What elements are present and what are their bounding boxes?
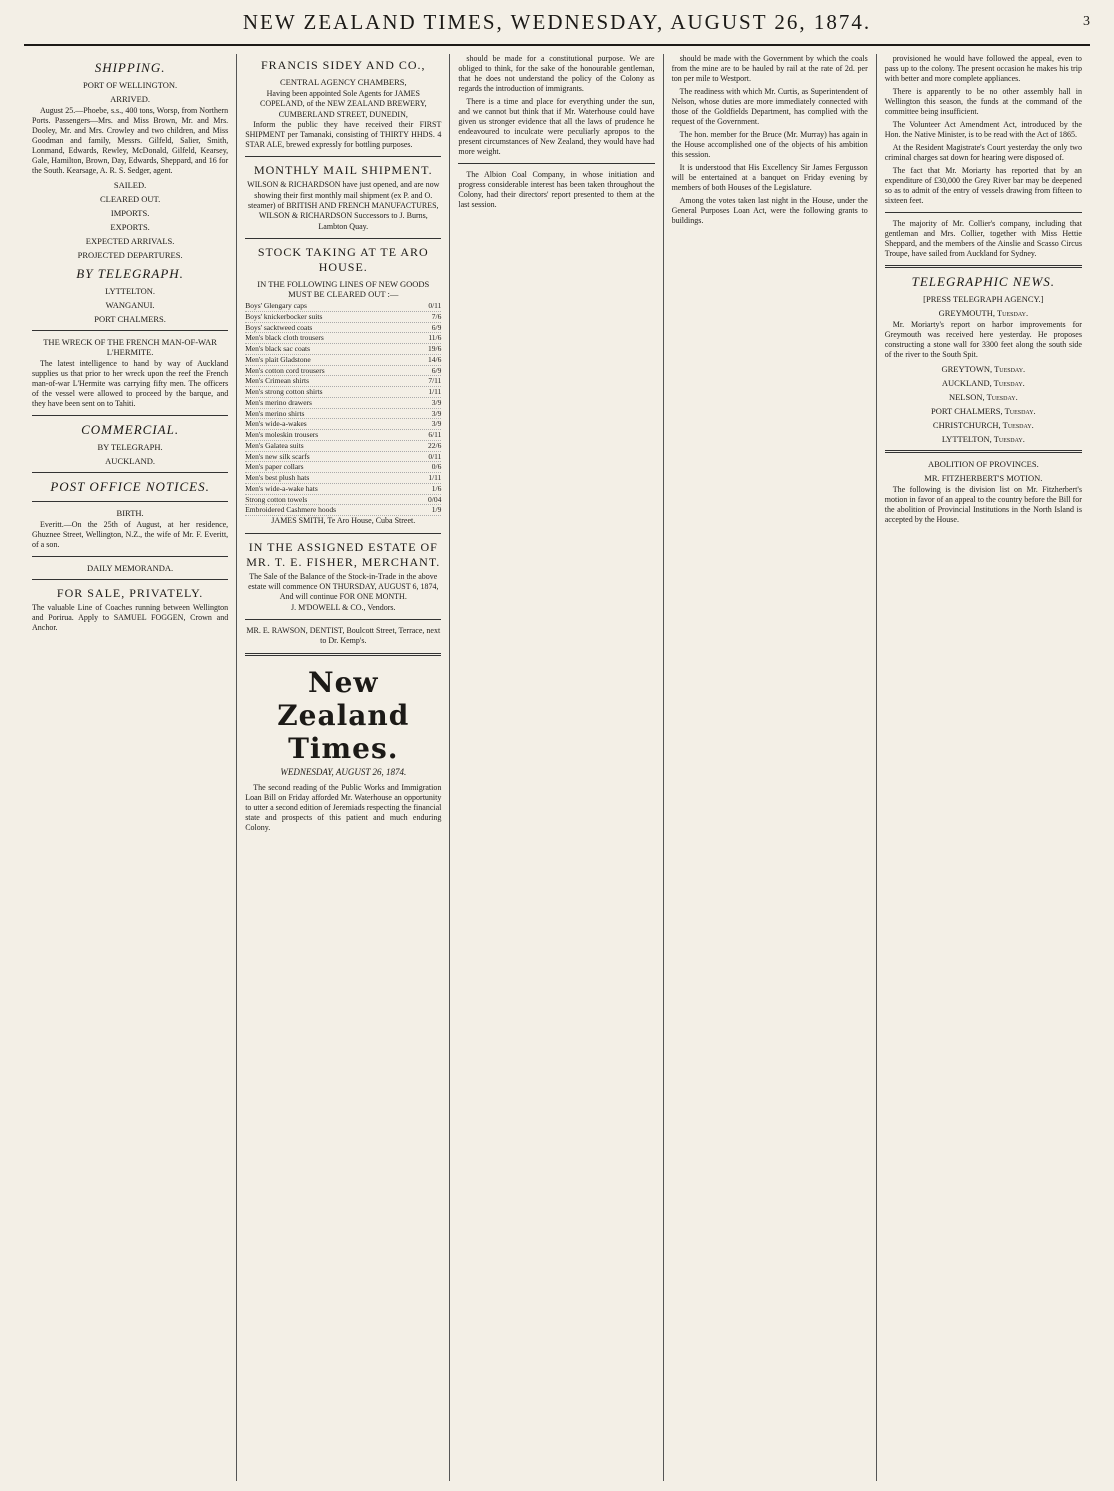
goods-item-price: 1/6 [431, 483, 442, 493]
goods-item-name: Men's black cloth trousers [245, 333, 324, 343]
column-shipping [24, 54, 237, 1481]
goods-item [245, 419, 441, 430]
page-number: 3 [1083, 14, 1090, 29]
telegraph-place: LYTTELTON. [105, 286, 156, 296]
goods-item [245, 376, 441, 387]
dateline-place: GREYMOUTH, Tuesday. [938, 308, 1029, 318]
goods-item-price: 11/6 [428, 333, 442, 343]
column-editorial [450, 54, 663, 1481]
goods-item-price: 7/6 [431, 311, 442, 321]
goods-item [245, 301, 441, 312]
goods-item-name: Men's black sac coats [245, 344, 311, 354]
page-columns [24, 54, 1090, 1481]
goods-item-price: 19/6 [428, 344, 442, 354]
goods-item-price: 0/11 [428, 451, 442, 461]
telegraph-heading: BY TELEGRAPH. [76, 266, 184, 281]
goods-item-price: 1/11 [428, 473, 442, 483]
goods-item-name: Men's wide-a-wakes [245, 419, 307, 429]
goods-item-price: 0/04 [428, 494, 442, 504]
wilson-body: WILSON & RICHARDSON have just opened, and are now showing their first monthly mail shipment (ex P. and O. steamer) of BRITISH AND FRENCH MANUFACTURES, [247, 180, 440, 210]
goods-item-name: Embroidered Cashmere hoods [245, 505, 336, 515]
dateline-place: CHRISTCHURCH, Tuesday. [932, 420, 1034, 430]
sidey-subheading: CENTRAL AGENCY CHAMBERS, [279, 77, 407, 87]
sidey-heading: FRANCIS SIDEY AND CO., [260, 58, 426, 72]
daily-memoranda-heading: DAILY MEMORANDA. [86, 563, 174, 573]
stock-signature: JAMES SMITH, Te Aro House, Cuba Street. [271, 516, 416, 526]
goods-item-price: 22/6 [428, 440, 442, 450]
goods-item-price: 1/9 [431, 505, 442, 515]
goods-list [245, 301, 441, 516]
shipping-heading: SHIPPING. [94, 60, 166, 75]
goods-item-price: 6/9 [431, 322, 442, 332]
port-line: PORT OF WELLINGTON. [83, 80, 178, 90]
goods-item-price: 3/9 [431, 408, 442, 418]
goods-item-name: Men's wide-a-wake hats [245, 483, 318, 493]
goods-item-name: Boys' sacktweed coats [245, 322, 313, 332]
goods-item-name: Men's merino drawers [245, 397, 312, 407]
sailed-heading: SAILED. [113, 180, 147, 190]
news-para-5: Among the votes taken last night in the House, under the General Purposes Loan Act, were the following grants to buildings. [671, 196, 868, 225]
goods-item-price: 0/11 [428, 301, 442, 311]
goods-item-name: Men's moleskin trousers [245, 430, 319, 440]
telegraph-place: PORT CHALMERS. [94, 314, 166, 324]
commercial-place: AUCKLAND. [105, 456, 155, 466]
goods-item [245, 333, 441, 344]
stock-taking-heading: STOCK TAKING AT TE ARO HOUSE. [257, 245, 429, 275]
news-para-4: It is understood that His Excellency Sir James Fergusson will be entertained at a banquet on Friday evening by members of both Houses of the Legislature. [671, 163, 868, 192]
wreck-paragraph: The latest intelligence to hand by way of Auckland supplies us that prior to her wreck upon the reef the French man-of-war L'Hermite was carrying fifty men. The officers of the vessel were allowed to proceed by the barque, and they have been sent on to Tahiti. [32, 359, 229, 408]
goods-item [245, 398, 441, 409]
birth-paragraph: Everitt.—On the 25th of August, at her residence, Ghuznee Street, Wellington, N.Z., the wife of Mr. F. Everitt, of a son. [32, 520, 229, 549]
projected-heading: PROJECTED DEPARTURES. [77, 250, 183, 260]
goods-item-name: Men's plait Gladstone [245, 354, 311, 364]
sidey-body: Having been appointed Sole Agents for JAMES COPELAND, of the NEW ZEALAND BREWERY, CUMBERLAND STREET, DUNEDIN, [259, 89, 427, 119]
newspaper-title: NEW ZEALAND TIMES, WEDNESDAY, AUGUST 26, 1874. [242, 10, 872, 34]
goods-item-price: 1/11 [428, 387, 442, 397]
news-para-2: The readiness with which Mr. Curtis, as Superintendent of Nelson, whose duties are more immediately connected with those of the Goldfields Department, has complied with the request of the Government. [671, 87, 868, 126]
goods-item-name: Men's cotton cord trousers [245, 365, 325, 375]
goods-item-name: Men's Galatea suits [245, 440, 304, 450]
press-agency-line: [PRESS TELEGRAPH AGENCY.] [923, 294, 1044, 304]
goods-item-price: 14/6 [428, 354, 442, 364]
goods-item-price: 3/9 [431, 397, 442, 407]
abolition-heading: ABOLITION OF PROVINCES. [927, 459, 1039, 469]
goods-item [245, 441, 441, 452]
birth-heading: BIRTH. [116, 508, 144, 518]
news2-para-5: The fact that Mr. Moriarty has reported that by an expenditure of £30,000 the Grey River bar may be deepened so as to admit of the entry of vessels drawing from fifteen to sixteen feet. [884, 166, 1082, 205]
commercial-subheading: BY TELEGRAPH. [97, 442, 163, 452]
news-para-1: should be made with the Government by which the coals from the mine are to be hauled by rail at the rate of 2d. per ton per mile to Westport. [671, 54, 868, 83]
estate-body: The Sale of the Balance of the Stock-in-Trade in the above estate will commence ON THURSDAY, AUGUST 6, 1874, And will continue FOR ONE MONTH. [248, 571, 439, 602]
column-news [664, 54, 877, 1481]
dateline-place: PORT CHALMERS, Tuesday. [931, 406, 1036, 416]
goods-item [245, 462, 441, 473]
news2-para-3: The Volunteer Act Amendment Act, introduced by the Hon. the Native Minister, is to be read with the Act of 1865. [884, 120, 1082, 139]
goods-item-name: Men's new silk scarfs [245, 451, 310, 461]
goods-item [245, 355, 441, 366]
goods-item-price: 3/9 [431, 419, 442, 429]
dateline-place: AUCKLAND, Tuesday. [941, 378, 1025, 388]
cleared-heading: CLEARED OUT. [99, 194, 161, 204]
abolition-subheading: MR. FITZHERBERT'S MOTION. [924, 473, 1043, 483]
telegraph-paragraph: Mr. Moriarty's report on harbor improvements for Greymouth was received here yesterday. He proposes constructing a stone wall for 3300 feet along the south side of the river to the South Spit. [884, 320, 1082, 359]
estate-signature: J. M'DOWELL & CO., Vendors. [291, 602, 396, 612]
editorial-dateline: WEDNESDAY, AUGUST 26, 1874. [280, 766, 407, 777]
masthead [24, 6, 1090, 46]
sidey-body-2: Inform the public they have received their FIRST SHIPMENT per Tamanaki, consisting of THIRTY HHDS. 4 STAR ALE, brewed expressly for bottling purposes. [245, 120, 442, 150]
goods-item [245, 430, 441, 441]
news2-para-2: There is apparently to be no other assembly hall in Wellington this season, the funds at the command of the committee being insufficient. [884, 87, 1082, 116]
exports-heading: EXPORTS. [110, 222, 150, 232]
nameplate: New Zealand Times. [277, 665, 410, 765]
goods-item-price: 6/11 [428, 430, 442, 440]
dateline-place: NELSON, Tuesday. [948, 392, 1018, 402]
goods-item [245, 409, 441, 420]
telegraph-place: WANGANUI. [105, 300, 155, 310]
goods-item [245, 452, 441, 463]
imports-heading: IMPORTS. [110, 208, 150, 218]
goods-item [245, 344, 441, 355]
editorial-paragraph: The second reading of the Public Works and Immigration Loan Bill on Friday afforded Mr. Waterhouse an opportunity to utter a second edition of Jeremiads respecting the financial state and prospects of this patient and much enduring Colony. [245, 782, 442, 832]
for-sale-paragraph: The valuable Line of Coaches running between Wellington and Porirua. Apply to SAMUEL FOGGEN, Crown and Anchor. [32, 603, 229, 632]
goods-item [245, 323, 441, 334]
goods-item [245, 387, 441, 398]
dentist-ad: MR. E. RAWSON, DENTIST, Boulcott Street, Terrace, next to Dr. Kemp's. [246, 626, 441, 646]
editorial-para-2: There is a time and place for everything under the sun, and we cannot but think that if Mr. Waterhouse could have given us stronger evidence that all the laws of prudence he endeavoured to inculcate were peculiarly apropos to the present circumstances of New Zealand, they would have had more weight. [458, 97, 655, 156]
collier-paragraph: The majority of Mr. Collier's company, including that gentleman and Mrs. Collier, together with Miss Hettie Sheppard, and the members of the Ainslie and Scasso Circus Troupe, have sailed from Auckland for Sydney. [884, 219, 1082, 258]
goods-item [245, 366, 441, 377]
goods-item-name: Boys' Glengary caps [245, 301, 307, 311]
post-office-heading: POST OFFICE NOTICES. [50, 479, 210, 494]
abolition-paragraph: The following is the division list on Mr. Fitzherbert's motion in favor of an appeal to the country before the Bill for the abolition of Provincial Institutions in the North Island is accepted by the House. [884, 485, 1082, 524]
editorial-para-3: The Albion Coal Company, in whose initiation and progress considerable interest has been taken throughout the Colony, had their directors' report presented to them at the last session. [458, 170, 655, 209]
arrived-heading: ARRIVED. [110, 94, 151, 104]
goods-item [245, 495, 441, 506]
arrived-paragraph: August 25.—Phoebe, s.s., 400 tons, Worsp, from Northern Ports. Passengers—Mrs. and Miss Brown, Mr. and Mrs. Dooley, Mr. and Mrs. Crowley and two children, and Miss Goodman and family, Messrs. Gilfeld, Salier, Smith, Lonmand, Edwards, Rewley, McDonald, Gilfeld, Kearsey, Gale, Hamilton, Brown, Day, Edwards, Sheppard, and 16 for the South. Kearsage, A. R. S. Sedger, agent. [32, 106, 229, 175]
commercial-heading: COMMERCIAL. [81, 422, 180, 437]
column-advertisements [237, 54, 450, 1481]
stock-taking-subheading: IN THE FOLLOWING LINES OF NEW GOODS MUST BE CLEARED OUT :— [257, 279, 430, 300]
goods-item-name: Men's merino shirts [245, 408, 305, 418]
dateline-place: LYTTELTON, Tuesday. [941, 434, 1025, 444]
for-sale-heading: FOR SALE, PRIVATELY. [56, 586, 204, 600]
news2-para-4: At the Resident Magistrate's Court yesterday the only two criminal charges sat down for hearing were disposed of. [884, 143, 1082, 162]
goods-item-name: Men's strong cotton shirts [245, 387, 323, 397]
goods-item-name: Men's best plush hats [245, 473, 310, 483]
goods-item [245, 484, 441, 495]
dateline-place: GREYTOWN, Tuesday. [941, 364, 1026, 374]
news-para-3: The hon. member for the Bruce (Mr. Murray) has again in the House accomplished one of the objects of his ambition this session. [671, 130, 868, 159]
goods-item-price: 0/6 [431, 462, 442, 472]
monthly-mail-heading: MONTHLY MAIL SHIPMENT. [253, 163, 433, 178]
editorial-para-1: should be made for a constitutional purpose. We are obliged to think, for the sake of the honourable gentleman, that he does not understand the policy of the Colony as regards the introduction of immigrants. [458, 54, 655, 93]
goods-item-price: 6/9 [431, 365, 442, 375]
goods-item [245, 312, 441, 323]
goods-item-name: Men's paper collars [245, 462, 304, 472]
column-news-2 [877, 54, 1090, 1481]
news2-para-1: provisioned he would have followed the appeal, even to pass up to the colony. The present occasion he makes his trip with better and more complete appliances. [884, 54, 1082, 83]
wreck-heading: THE WRECK OF THE FRENCH MAN-OF-WAR L'HERMITE. [43, 337, 217, 357]
telegraphic-news-heading: TELEGRAPHIC NEWS. [911, 274, 1056, 289]
goods-item [245, 505, 441, 516]
goods-item-name: Strong cotton towels [245, 494, 308, 504]
goods-item-name: Boys' knickerbocker suits [245, 311, 323, 321]
wilson-signature: WILSON & RICHARDSON Successors to J. Burns, Lambton Quay. [258, 211, 428, 231]
goods-item [245, 473, 441, 484]
estate-heading: IN THE ASSIGNED ESTATE OF MR. T. E. FISHER, MERCHANT. [246, 539, 441, 569]
expected-heading: EXPECTED ARRIVALS. [85, 236, 175, 246]
goods-item-price: 7/11 [428, 376, 442, 386]
goods-item-name: Men's Crimean shirts [245, 376, 310, 386]
